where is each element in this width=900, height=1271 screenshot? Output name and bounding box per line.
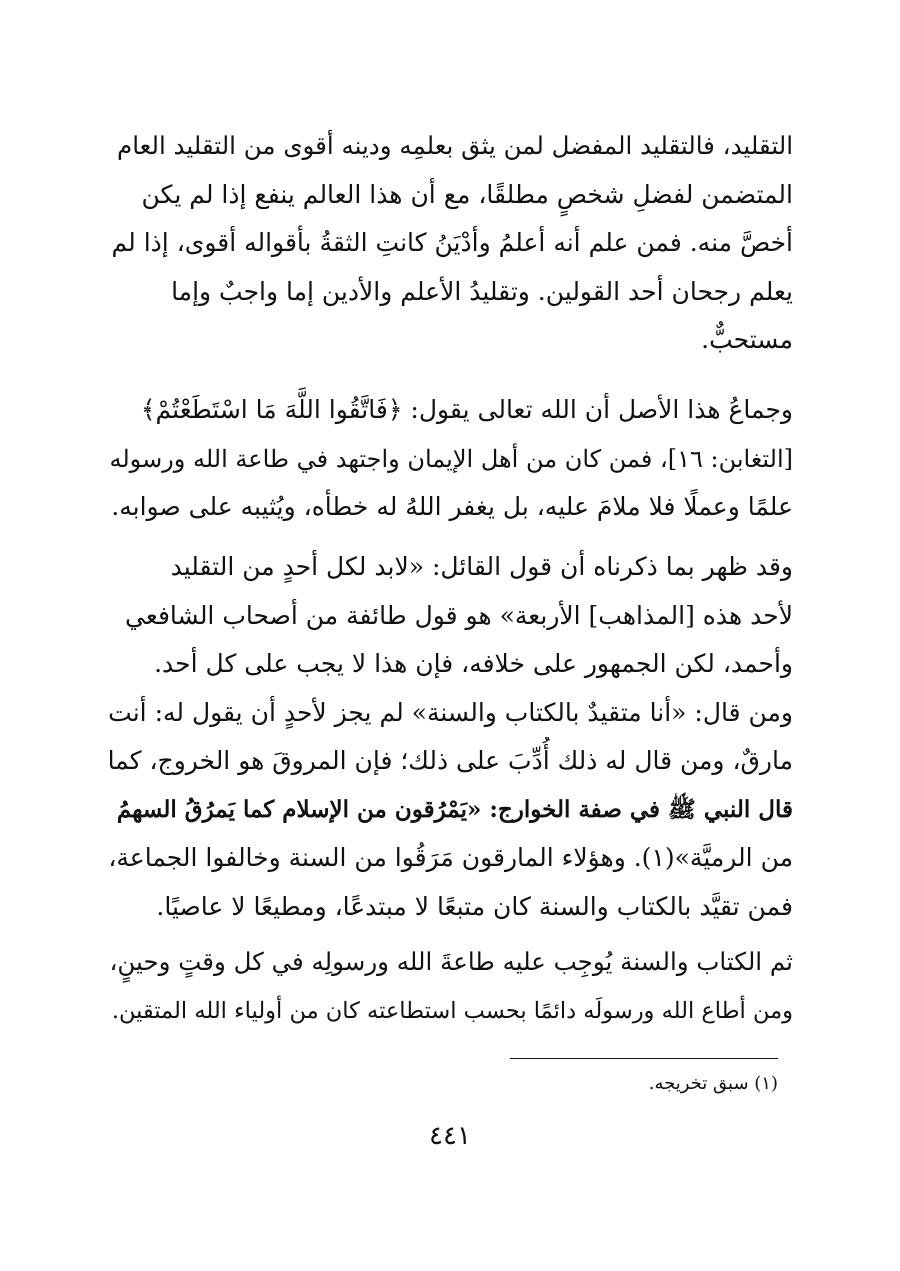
text-line: من الرميَّة»(١). وهؤلاء المارقون مَرَقُوا من السنة وخالفوا الجماعة، (108, 843, 793, 872)
text-line: ومن قال: «أنا متقيدٌ بالكتاب والسنة» لم يجز لأحدٍ أن يقول له: أنت (108, 697, 793, 727)
text-line: لأحد هذه [المذاهب] الأربعة» هو قول طائفة من أصحاب الشافعي (125, 600, 793, 630)
paragraph-3 (108, 543, 793, 931)
text-line: مستحبٌّ. (701, 325, 793, 354)
text-line: وأحمد، لكن الجمهور على خلافه، فإن هذا لا يجب على كل أحد. (154, 649, 793, 678)
footnote: (١) سبق تخريجه. (648, 1073, 778, 1094)
text-line: أخصَّ منه. فمن علم أنه أعلمُ وأدْيَنُ كانتِ الثقةُ بأقواله أقوى، إذا لم (111, 228, 793, 257)
text-line: ثم الكتاب والسنة يُوجِب عليه طاعةَ الله ورسولِه في كل وقتٍ وحينٍ، (109, 947, 793, 976)
text-line: يعلم رجحان أحد القولين. وتقليدُ الأعلم والأدين إما واجبٌ وإما (171, 276, 793, 306)
footnote-separator (510, 1058, 778, 1059)
text-line: فمن تقيَّد بالكتاب والسنة كان متبعًا لا مبتدعًا، ومطيعًا لا عاصيًا. (156, 891, 793, 921)
page-number: ٤٤١ (429, 1121, 471, 1151)
paragraph-1 (108, 122, 793, 365)
text-line: مارقٌ، ومن قال له ذلك أُدِّبَ على ذلك؛ فإن المروقَ هو الخروج، كما (108, 746, 793, 775)
paragraph-2 (108, 386, 793, 532)
text-line: قال النبي ﷺ في صفة الخوارج: «يَمْرُقون من الإسلام كما يَمرُقُ السهمُ (116, 795, 793, 823)
text-line: علمًا وعملًا فلا ملامَ عليه، بل يغفر اللهُ له خطأه، ويُثيبه على صوابه. (111, 492, 793, 521)
text-line: وقد ظهر بما ذكرناه أن قول القائل: «لابد لكل أحدٍ من التقليد (170, 552, 793, 581)
paragraph-4 (108, 938, 793, 1035)
text-line: [التغابن: ١٦]، فمن كان من أهل الإيمان واجتهد في طاعة الله ورسوله (109, 444, 793, 473)
text-line: ومن أطاع الله ورسولَه دائمًا بحسب استطاعته كان من أولياء الله المتقين. (111, 997, 793, 1024)
text-line: المتضمن لفضلِ شخصٍ مطلقًا، مع أن هذا العالم ينفع إذا لم يكن (141, 179, 793, 209)
text-line: التقليد، فالتقليد المفضل لمن يثق بعلمِه ودينه أقوى من التقليد العام (117, 131, 793, 160)
text-line: وجماعُ هذا الأصل أن الله تعالى يقول: ﴿فَاتَّقُوا اللَّهَ مَا اسْتَطَعْتُمْ﴾ (140, 395, 793, 424)
